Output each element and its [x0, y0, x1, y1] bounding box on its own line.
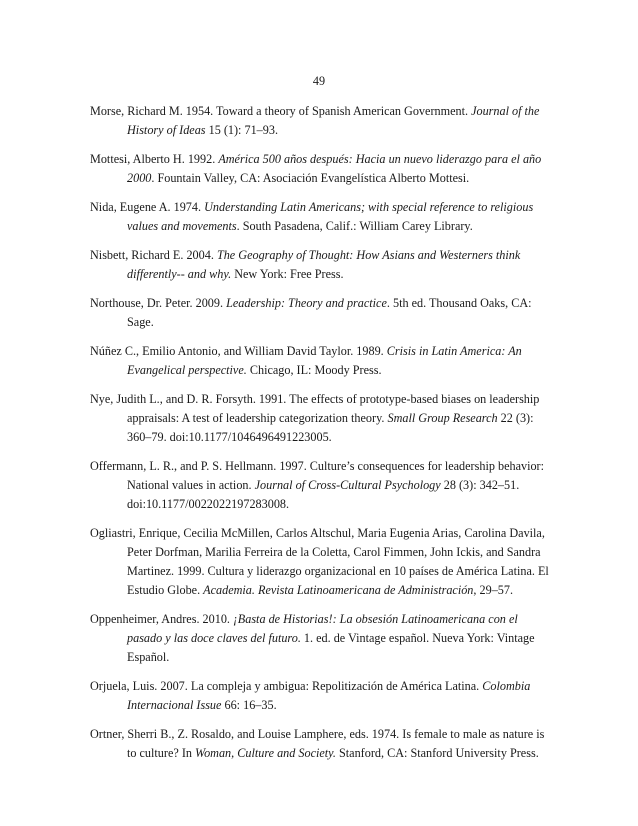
reference-text: Northouse, Dr. Peter. 2009. — [90, 296, 227, 310]
reference-text: 1. ed. de Vintage español. Nueva York: Vintage Español. — [127, 631, 535, 664]
reference-text: Núñez C., Emilio Antonio, and William David Taylor. 1989. — [90, 344, 387, 358]
reference-text: Orjuela, Luis. 2007. La compleja y ambigua: Repolitización de América Latina. — [90, 679, 483, 693]
reference-title: Academia. Revista Latinoamericana de Administración — [203, 583, 474, 597]
reference-title: Colombia Internacional Issue — [127, 679, 531, 712]
reference-title: Woman, Culture and Society. — [195, 746, 336, 760]
reference-entry — [90, 102, 552, 140]
reference-text: Stanford, CA: Stanford University Press. — [335, 746, 539, 760]
reference-text: Nisbett, Richard E. 2004. — [90, 248, 217, 262]
reference-title: Journal of Cross-Cultural Psychology — [254, 478, 441, 492]
reference-entry — [90, 677, 552, 715]
reference-entry — [90, 198, 552, 236]
reference-entry — [90, 294, 552, 332]
reference-text: Ogliastri, Enrique, Cecilia McMillen, Carlos Altschul, Maria Eugenia Arias, Carolina Davila, Peter Dorfman, Marilia Ferreira de la Coletta, Carol Fimmen, John Ickis, and Sandra Martinez. 1999. Cultura y liderazgo organizacional en 10 países de América Latina. El Estudio Globe. — [90, 526, 549, 597]
reference-text: 22 (3): 360–79. doi:10.1177/1046496491223005. — [127, 411, 534, 444]
reference-text: Ortner, Sherri B., Z. Rosaldo, and Louise Lamphere, eds. 1974. Is female to male as nature is to culture? In — [90, 727, 545, 760]
reference-title: Journal of the History of Ideas — [127, 104, 540, 137]
reference-entry — [90, 246, 552, 284]
reference-text: , 29–57. — [473, 583, 514, 597]
reference-text: Chicago, IL: Moody Press. — [246, 363, 382, 377]
reference-text: . Fountain Valley, CA: Asociación Evangelística Alberto Mottesi. — [151, 171, 470, 185]
reference-entry — [90, 150, 552, 188]
reference-title: Small Group Research — [387, 411, 498, 425]
reference-text: 28 (3): 342–51. doi:10.1177/0022022197283008. — [127, 478, 520, 511]
reference-entry — [90, 610, 552, 667]
reference-text: Mottesi, Alberto H. 1992. — [90, 152, 219, 166]
reference-entry — [90, 457, 552, 514]
reference-text: Oppenheimer, Andres. 2010. — [90, 612, 234, 626]
reference-title: Understanding Latin Americans; with special reference to religious values and movements — [127, 200, 534, 233]
reference-entry — [90, 390, 552, 447]
reference-text: Morse, Richard M. 1954. Toward a theory of Spanish American Government. — [90, 104, 472, 118]
reference-text: . 5th ed. Thousand Oaks, CA: Sage. — [127, 296, 532, 329]
reference-entry — [90, 524, 552, 600]
reference-title: Crisis in Latin America: An Evangelical perspective. — [127, 344, 522, 377]
reference-text: Nye, Judith L., and D. R. Forsyth. 1991. The effects of prototype-based biases on leadership appraisals: A test of leadership categorization theory. — [90, 392, 540, 425]
reference-title: Leadership: Theory and practice — [226, 296, 387, 310]
reference-title: The Geography of Thought: How Asians and Westerners think differently-- and why. — [127, 248, 521, 281]
reference-text: New York: Free Press. — [231, 267, 344, 281]
reference-text: Nida, Eugene A. 1974. — [90, 200, 205, 214]
reference-title: ¡Basta de Historias!: La obsesión Latinoamericana con el pasado y las doce claves del futuro. — [127, 612, 518, 645]
reference-list — [90, 102, 552, 773]
reference-entry — [90, 342, 552, 380]
reference-entry — [90, 725, 552, 763]
reference-text: Offermann, L. R., and P. S. Hellmann. 1997. Culture’s consequences for leadership behavior: National values in action. — [90, 459, 544, 492]
reference-text: . South Pasadena, Calif.: William Carey Library. — [236, 219, 473, 233]
reference-text: 15 (1): 71–93. — [205, 123, 278, 137]
reference-title: América 500 años después: Hacia un nuevo liderazgo para el año 2000 — [127, 152, 542, 185]
page-number: 49 — [312, 74, 326, 88]
reference-text: 66: 16–35. — [221, 698, 277, 712]
